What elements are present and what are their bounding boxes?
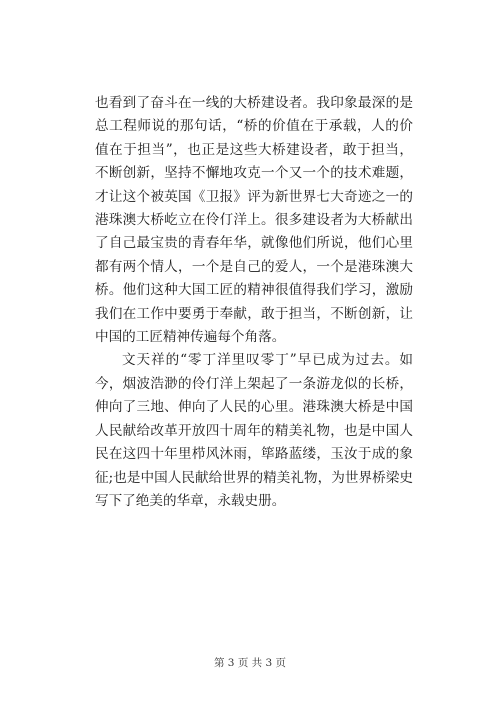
paragraph-2: 文天祥的“零丁洋里叹零丁”早已成为过去。如今，烟波浩渺的伶仃洋上架起了一条游龙似的长桥，伸向了三地、伸向了人民的心里。港珠澳大桥是中国人民献给改革开放四十周年的精美礼物，也是中国人民在这四十年里栉风沐雨，筚路蓝缕，玉汝于成的象征;也是中国人民献给世界的精美礼物，为世界桥梁史写下了绝美的华章，永载史册。 [95, 352, 413, 509]
paragraph-1: 也看到了奋斗在一线的大桥建设者。我印象最深的是总工程师说的那句话，“桥的价值在于承载，人的价值在于担当”，也正是这些大桥建设者，敢于担当，不断创新，坚持不懈地攻克一个又一个的技术难题，才让这个被英国《卫报》评为新世界七大奇迹之一的港珠澳大桥屹立在伶仃洋上。很多建设者为大桥献出了自己最宝贵的青春年华，就像他们所说，他们心里都有两个情人，一个是自己的爱人，一个是港珠澳大桥。他们这种大国工匠的精神很值得我们学习，激励我们在工作中要勇于奉献，敢于担当，不断创新，让中国的工匠精神传遍每个角落。 [95, 95, 413, 346]
page-footer: 第 3 页 共 3 页 [213, 657, 287, 669]
document-body [95, 92, 413, 513]
